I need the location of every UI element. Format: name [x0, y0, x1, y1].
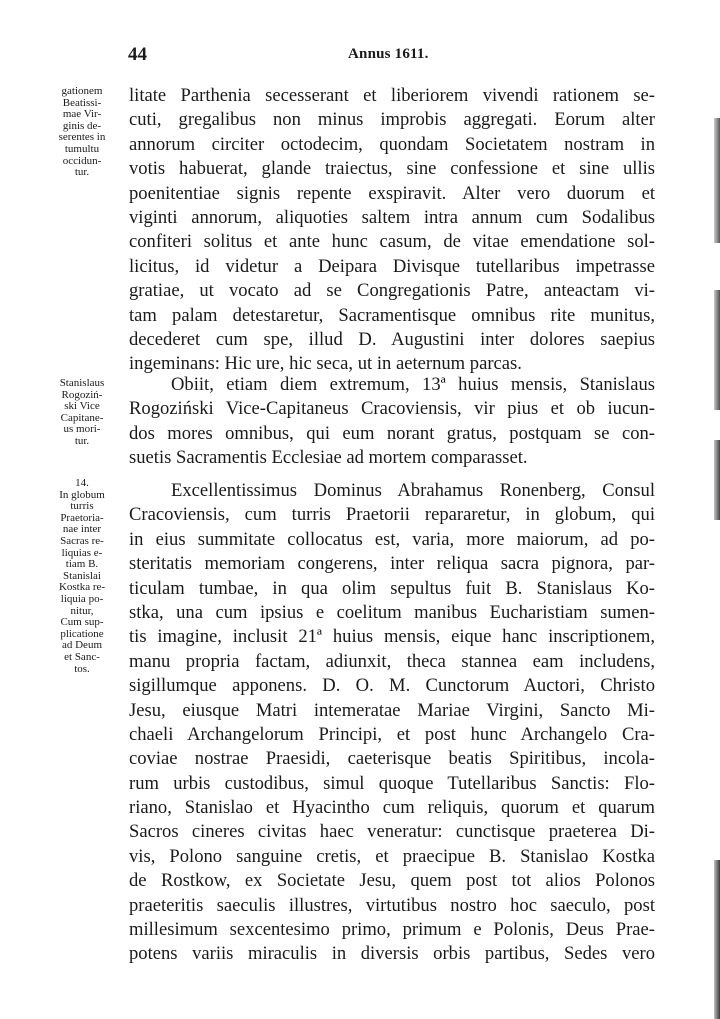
- text-line: rum urbis custodibus, simul quoque Tutellaribus Sanctis: Flo-: [129, 772, 655, 794]
- text-line: tis imagine, inclusit 21ª huius mensis, eique hanc inscriptionem,: [129, 626, 655, 648]
- page-number: 44: [128, 44, 147, 65]
- margin-note-line: nitur,: [70, 604, 94, 617]
- running-title: Annus 1611.: [348, 46, 429, 62]
- text-line: chaeli Archangelorum Principi, et post hunc Archangelo Cra-: [129, 723, 655, 745]
- margin-note-line: liquia po-: [60, 592, 104, 605]
- margin-note-line: Kostka re-: [58, 581, 106, 594]
- text-line: annorum circiter octodecim, quondam Societatem nostram in: [129, 133, 655, 155]
- text-line: ticulam tumbae, in qua olim sepultus fuit B. Stanislaus Ko-: [129, 577, 655, 599]
- text-line: ingeminans: Hic ure, hic seca, ut in aeternum parcas.: [129, 353, 522, 375]
- text-line: riano, Stanislao et Hyacintho cum reliquis, quorum et quarum: [129, 797, 655, 819]
- text-line: Obiit, etiam diem extremum, 13ª huius mensis, Stanislaus: [171, 374, 655, 395]
- text-line: de Rostkow, ex Societate Jesu, quem post tot alios Polonos: [129, 870, 655, 892]
- margin-note-line: Stanislaus: [59, 377, 105, 389]
- text-line: viginti annorum, aliquoties saltem intra annum cum Sodalibus: [129, 206, 655, 228]
- page-header: [0, 44, 720, 68]
- margin-note-line: mae Vir-: [62, 108, 102, 121]
- scan-edge-shadow: [714, 290, 720, 410]
- text-line: gratiae, ut vocato ad se Congregationis Patre, anteactam vi-: [129, 280, 655, 302]
- text-line: vis, Polono sanguine cretis, et praecipue B. Stanislao Kostka: [129, 845, 655, 867]
- text-line: potens variis miraculis in diversis orbis partibus, Sedes vero: [129, 943, 655, 965]
- margin-note-line: ski Vice: [64, 400, 100, 413]
- text-line: coviae nostrae Praesidi, caeterisque beatis Spiritibus, incola-: [129, 748, 655, 770]
- margin-note-line: tur.: [74, 166, 90, 179]
- margin-note-line: turris: [70, 500, 94, 513]
- margin-note-line: et Sanc-: [64, 650, 100, 663]
- scan-edge-shadow: [714, 440, 720, 520]
- text-line: confiteri solitus et ante hunc casum, de vitae emendatione sol-: [129, 231, 655, 253]
- margin-note-line: Capitane-: [60, 411, 104, 424]
- margin-note-1: [40, 86, 124, 179]
- text-line: decederet cum spe, illud D. Augustini inter dolores saepius: [129, 328, 655, 350]
- margin-note-line: Beatissi-: [62, 96, 102, 109]
- margin-note-line: Rogoziń-: [61, 388, 103, 401]
- text-line: votis habuerat, glande traiectus, sine confessione et sine ullis: [129, 158, 655, 180]
- scan-edge-shadow: [714, 118, 720, 243]
- text-line: dos mores omnibus, qui eum norant gratus, postquam se con-: [129, 422, 655, 444]
- text-line: millesimum sexcentesimo primo, primum e Polonis, Deus Prae-: [129, 919, 655, 941]
- text-line: manu propria factam, adiunxit, theca stannea eam includens,: [129, 650, 655, 672]
- margin-note-line: Sacras re-: [60, 534, 104, 547]
- text-line: Excellentissimus Dominus Abrahamus Ronenberg, Consul: [171, 480, 655, 501]
- margin-note-line: us mori-: [63, 423, 101, 436]
- margin-note-line: ad Deum: [61, 639, 102, 652]
- paragraph-ronenberg: [129, 479, 655, 967]
- scan-edge-shadow: [714, 860, 720, 1019]
- margin-note-line: gationem: [61, 85, 103, 97]
- text-line: Rogoziński Vice-Capitaneus Cracoviensis, vir pius et ob iucun-: [129, 398, 655, 420]
- margin-note-line: liquias e-: [61, 546, 103, 559]
- text-line: in eius summitate collocatus est, varia, more maiorum, ad po-: [129, 528, 655, 550]
- text-line: stka, una cum ipsius e coelitum manibus Eucharistiam sumen-: [129, 601, 655, 623]
- margin-note-line: ginis de-: [62, 119, 102, 132]
- margin-note-line: tumultu: [64, 142, 100, 155]
- text-line: Jesu, eiusque Matri intemeratae Mariae Virgini, Sancto Mi-: [129, 699, 655, 721]
- margin-note-line: 14.: [75, 477, 89, 489]
- text-line: cuti, gregalibus non minus improbis aggregati. Eorum alter: [129, 109, 655, 131]
- margin-note-line: Cum sup-: [60, 616, 104, 629]
- text-line: Cracoviensis, cum turris Praetorii repararetur, in globum, qui: [129, 504, 655, 526]
- margin-note-3: [40, 478, 124, 675]
- margin-note-line: Praetoria-: [60, 511, 104, 524]
- margin-note-line: occidun-: [62, 154, 102, 167]
- text-line: sigillumque apponens. D. O. M. Cunctorum Auctori, Christo: [129, 675, 655, 697]
- text-line: Sacros cineres civitas haec veneratur: cunctisque praeterea Di-: [129, 821, 655, 843]
- text-line: licitus, id videtur a Deipara Divisque tutellaribus impetrasse: [129, 255, 655, 277]
- text-line: steritatis memoriam congerens, inter reliqua sacra pignora, par-: [129, 553, 655, 575]
- margin-note-line: tur.: [74, 434, 90, 447]
- margin-note-line: nae inter: [62, 523, 102, 536]
- text-line: suetis Sacramentis Ecclesiae ad mortem comparasset.: [129, 447, 528, 469]
- margin-note-line: serentes in: [58, 131, 106, 144]
- paragraph-rogozinski: [129, 373, 655, 471]
- text-line: litate Parthenia secesserant et liberiorem vivendi rationem se-: [129, 85, 655, 106]
- text-line: poenitentiae signis repente exspiravit. Alter vero duorum et: [129, 182, 655, 204]
- margin-note-2: [40, 378, 124, 448]
- margin-note-line: tiam B.: [65, 558, 99, 571]
- text-line: praeteritis saeculis illustres, virtutibus nostro hoc saeculo, post: [129, 894, 655, 916]
- paragraph-continuation: [129, 84, 655, 377]
- margin-note-line: Stanislai: [63, 569, 101, 582]
- margin-note-line: In globum: [59, 488, 105, 501]
- margin-note-line: tos.: [74, 662, 90, 675]
- margin-note-line: plicatione: [60, 627, 104, 640]
- text-line: tam palam detestaretur, Sacramentisque omnibus rite munitus,: [129, 304, 655, 326]
